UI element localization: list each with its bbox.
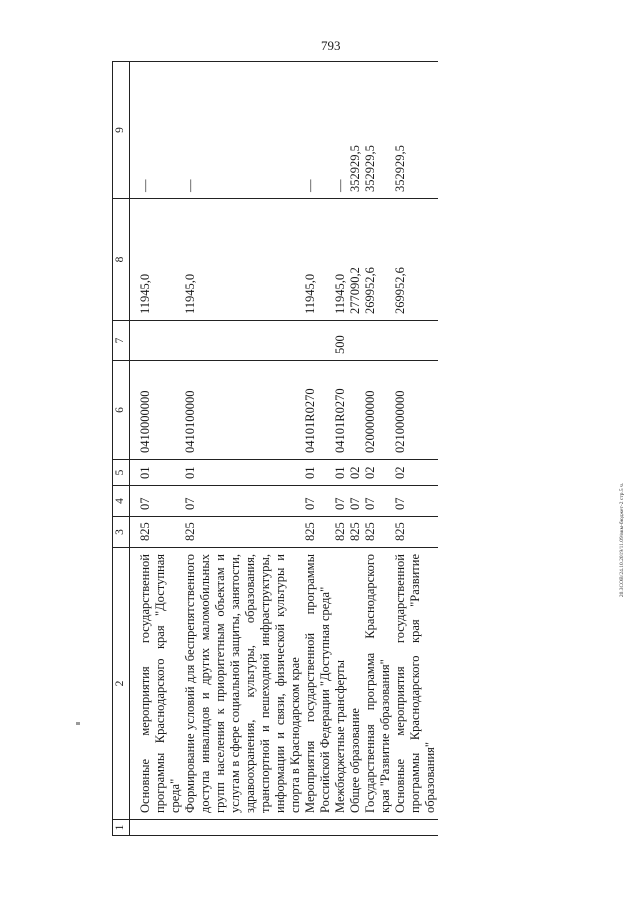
cell-expense-type: [303, 321, 333, 361]
cell-section: 07: [363, 486, 393, 517]
cell-section: 07: [333, 486, 348, 517]
scan-artifact: [76, 722, 80, 725]
cell-name: Межбюджетные трансферты: [333, 548, 348, 820]
cell-section: 07: [393, 486, 438, 517]
table-row: [130, 62, 184, 836]
cell-target-code: 0410000000: [130, 361, 184, 460]
table-row: [363, 62, 393, 836]
budget-table: [112, 61, 438, 836]
cell-name: Основные мероприятия государственной программы Краснодарского края "Развитие образования": [393, 548, 438, 820]
cell-amount-1: 269952,6: [363, 199, 393, 321]
cell-ministry: 825: [333, 517, 348, 548]
cell-amount-2: 352929,5: [348, 62, 363, 199]
cell-ministry: 825: [130, 517, 184, 548]
page-number: 793: [321, 38, 341, 53]
table-row: [183, 62, 303, 836]
cell-subsection: 02: [393, 460, 438, 486]
cell-name: Общее образование: [348, 548, 363, 820]
col-header-7: 7: [113, 321, 130, 361]
cell-subsection: 02: [363, 460, 393, 486]
cell-amount-1: 11945,0: [130, 199, 184, 321]
cell-name: Формирование условий для беспрепятственного доступа инвалидов и других маломобильных групп населения к приоритетным объектам и услугам в сфере социальной защиты, занятости, здравоохранения, культуры, образования, транспортной и пешеходной инфраструктуры, информации и связи, физической культуры и спорта в Краснодарском крае: [183, 548, 303, 820]
cell-subsection: 01: [130, 460, 184, 486]
col-header-9: 9: [113, 62, 130, 199]
cell-ministry: 825: [393, 517, 438, 548]
cell-expense-type: 500: [333, 321, 348, 361]
cell-amount-2: —: [130, 62, 184, 199]
table-header-row: [113, 62, 130, 836]
cell-subsection: 02: [348, 460, 363, 486]
cell-amount-2: 352929,5: [393, 62, 438, 199]
cell-col1: [130, 820, 184, 836]
cell-subsection: 01: [303, 460, 333, 486]
col-header-4: 4: [113, 486, 130, 517]
cell-name: Государственная программа Краснодарского края "Развитие образования": [363, 548, 393, 820]
cell-col1: [183, 820, 303, 836]
cell-subsection: 01: [183, 460, 303, 486]
cell-target-code: 0200000000: [363, 361, 393, 460]
cell-ministry: 825: [363, 517, 393, 548]
cell-col1: [393, 820, 438, 836]
cell-ministry: 825: [303, 517, 333, 548]
cell-col1: [363, 820, 393, 836]
cell-amount-2: —: [303, 62, 333, 199]
cell-section: 07: [348, 486, 363, 517]
col-header-1: 1: [113, 820, 130, 836]
cell-expense-type: [363, 321, 393, 361]
cell-ministry: 825: [348, 517, 363, 548]
cell-amount-2: —: [333, 62, 348, 199]
cell-amount-1: 269952,6: [393, 199, 438, 321]
col-header-5: 5: [113, 460, 130, 486]
cell-section: 07: [130, 486, 184, 517]
table-row: [303, 62, 333, 836]
cell-section: 07: [183, 486, 303, 517]
document-stamp: 20.3COB/24.10.2019/11.09/вкм-бюджет-2 стр.5 ч.: [619, 482, 625, 598]
col-header-3: 3: [113, 517, 130, 548]
cell-name: Основные мероприятия государственной программы Краснодарского края "Доступная среда": [130, 548, 184, 820]
cell-target-code: [348, 361, 363, 460]
cell-expense-type: [393, 321, 438, 361]
cell-expense-type: [348, 321, 363, 361]
cell-col1: [348, 820, 363, 836]
cell-amount-2: —: [183, 62, 303, 199]
cell-target-code: 0410100000: [183, 361, 303, 460]
cell-name: Мероприятия государственной программы Российской Федерации "Доступная среда": [303, 548, 333, 820]
rotated-table-container: [112, 62, 608, 836]
cell-target-code: 0210000000: [393, 361, 438, 460]
col-header-6: 6: [113, 361, 130, 460]
cell-subsection: 01: [333, 460, 348, 486]
cell-col1: [333, 820, 348, 836]
table-row: [333, 62, 348, 836]
cell-expense-type: [130, 321, 184, 361]
cell-section: 07: [303, 486, 333, 517]
cell-amount-1: 277090,2: [348, 199, 363, 321]
col-header-8: 8: [113, 199, 130, 321]
cell-amount-1: 11945,0: [303, 199, 333, 321]
cell-expense-type: [183, 321, 303, 361]
cell-col1: [303, 820, 333, 836]
cell-target-code: 04101R0270: [303, 361, 333, 460]
cell-amount-2: 352929,5: [363, 62, 393, 199]
col-header-2: 2: [113, 548, 130, 820]
cell-target-code: 04101R0270: [333, 361, 348, 460]
cell-amount-1: 11945,0: [183, 199, 303, 321]
cell-amount-1: 11945,0: [333, 199, 348, 321]
table-row: [393, 62, 438, 836]
cell-ministry: 825: [183, 517, 303, 548]
table-row: [348, 62, 363, 836]
